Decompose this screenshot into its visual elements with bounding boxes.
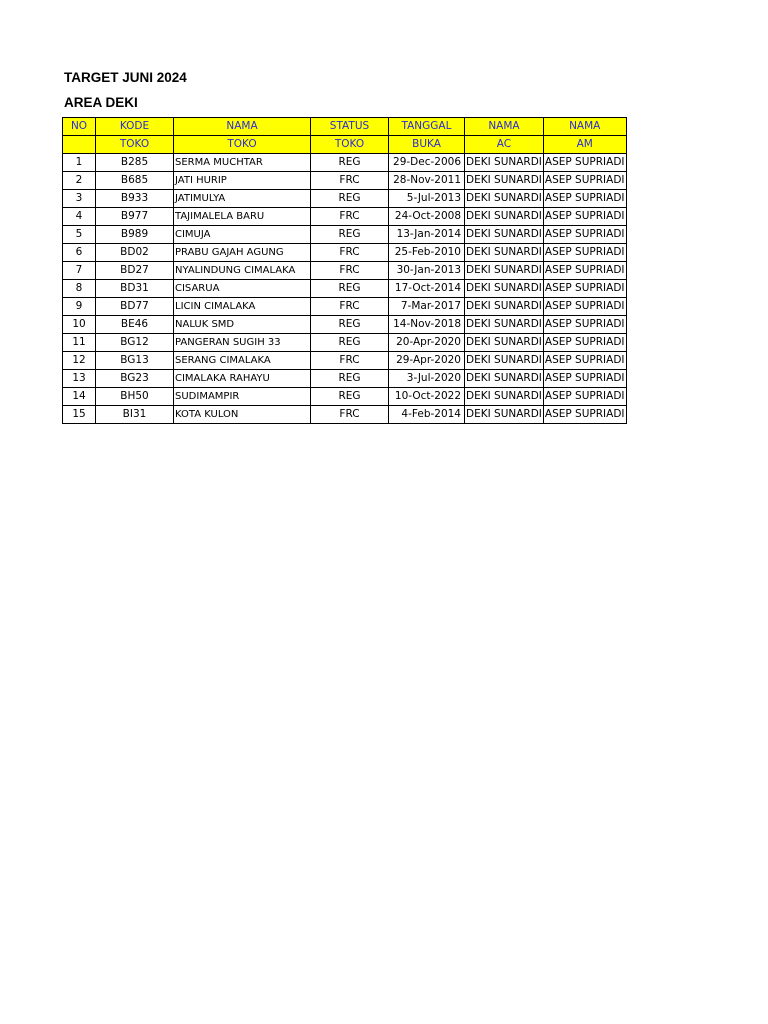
cell-kode-toko: BG13 xyxy=(96,352,174,370)
header-nama-am-sub: AM xyxy=(543,136,626,154)
cell-no: 5 xyxy=(63,226,96,244)
cell-nama-am: ASEP SUPRIADI xyxy=(543,352,626,370)
cell-tanggal-buka: 24-Oct-2008 xyxy=(389,208,465,226)
cell-nama-am: ASEP SUPRIADI xyxy=(543,334,626,352)
cell-kode-toko: BD27 xyxy=(96,262,174,280)
cell-nama-ac: DEKI SUNARDI xyxy=(465,172,544,190)
header-nama-ac: NAMA xyxy=(465,118,544,136)
header-no: NO xyxy=(63,118,96,136)
table-row xyxy=(63,244,627,262)
cell-nama-toko: KOTA KULON xyxy=(174,406,311,424)
cell-no: 3 xyxy=(63,190,96,208)
cell-nama-ac: DEKI SUNARDI xyxy=(465,226,544,244)
document-subtitle: AREA DEKI xyxy=(64,95,138,110)
table-row xyxy=(63,370,627,388)
cell-no: 13 xyxy=(63,370,96,388)
cell-nama-ac: DEKI SUNARDI xyxy=(465,316,544,334)
cell-nama-am: ASEP SUPRIADI xyxy=(543,172,626,190)
table-row xyxy=(63,406,627,424)
cell-status-toko: REG xyxy=(311,388,389,406)
table-row xyxy=(63,280,627,298)
cell-nama-am: ASEP SUPRIADI xyxy=(543,316,626,334)
header-kode: KODE xyxy=(96,118,174,136)
cell-tanggal-buka: 14-Nov-2018 xyxy=(389,316,465,334)
cell-nama-ac: DEKI SUNARDI xyxy=(465,406,544,424)
header-row-2 xyxy=(63,136,627,154)
cell-no: 8 xyxy=(63,280,96,298)
cell-nama-am: ASEP SUPRIADI xyxy=(543,388,626,406)
table-row xyxy=(63,208,627,226)
cell-status-toko: FRC xyxy=(311,352,389,370)
cell-nama-ac: DEKI SUNARDI xyxy=(465,190,544,208)
table-row xyxy=(63,262,627,280)
cell-nama-ac: DEKI SUNARDI xyxy=(465,154,544,172)
cell-no: 10 xyxy=(63,316,96,334)
cell-status-toko: REG xyxy=(311,316,389,334)
cell-status-toko: FRC xyxy=(311,298,389,316)
header-kode-sub: TOKO xyxy=(96,136,174,154)
cell-no: 2 xyxy=(63,172,96,190)
cell-no: 1 xyxy=(63,154,96,172)
cell-nama-toko: PANGERAN SUGIH 33 xyxy=(174,334,311,352)
cell-nama-ac: DEKI SUNARDI xyxy=(465,352,544,370)
cell-nama-am: ASEP SUPRIADI xyxy=(543,226,626,244)
cell-status-toko: FRC xyxy=(311,208,389,226)
cell-tanggal-buka: 4-Feb-2014 xyxy=(389,406,465,424)
header-nama-toko-sub: TOKO xyxy=(174,136,311,154)
header-row-1 xyxy=(63,118,627,136)
cell-tanggal-buka: 29-Apr-2020 xyxy=(389,352,465,370)
cell-kode-toko: B285 xyxy=(96,154,174,172)
cell-tanggal-buka: 13-Jan-2014 xyxy=(389,226,465,244)
table-row xyxy=(63,334,627,352)
store-table xyxy=(62,117,627,424)
cell-status-toko: REG xyxy=(311,280,389,298)
cell-tanggal-buka: 29-Dec-2006 xyxy=(389,154,465,172)
table-row xyxy=(63,352,627,370)
document-title: TARGET JUNI 2024 xyxy=(64,70,187,85)
cell-status-toko: REG xyxy=(311,370,389,388)
cell-nama-toko: LICIN CIMALAKA xyxy=(174,298,311,316)
cell-kode-toko: B933 xyxy=(96,190,174,208)
cell-tanggal-buka: 7-Mar-2017 xyxy=(389,298,465,316)
cell-nama-toko: JATIMULYA xyxy=(174,190,311,208)
header-tanggal-sub: BUKA xyxy=(389,136,465,154)
cell-nama-toko: SERMA MUCHTAR xyxy=(174,154,311,172)
header-status-sub: TOKO xyxy=(311,136,389,154)
cell-no: 4 xyxy=(63,208,96,226)
cell-nama-am: ASEP SUPRIADI xyxy=(543,190,626,208)
cell-nama-toko: CIMALAKA RAHAYU xyxy=(174,370,311,388)
cell-nama-toko: PRABU GAJAH AGUNG xyxy=(174,244,311,262)
header-nama-am: NAMA xyxy=(543,118,626,136)
header-no-sub xyxy=(63,136,96,154)
cell-no: 15 xyxy=(63,406,96,424)
table-body xyxy=(63,154,627,424)
table-row xyxy=(63,316,627,334)
cell-tanggal-buka: 25-Feb-2010 xyxy=(389,244,465,262)
cell-tanggal-buka: 10-Oct-2022 xyxy=(389,388,465,406)
cell-nama-ac: DEKI SUNARDI xyxy=(465,280,544,298)
cell-nama-toko: SERANG CIMALAKA xyxy=(174,352,311,370)
cell-nama-am: ASEP SUPRIADI xyxy=(543,262,626,280)
cell-tanggal-buka: 17-Oct-2014 xyxy=(389,280,465,298)
cell-tanggal-buka: 3-Jul-2020 xyxy=(389,370,465,388)
cell-kode-toko: B989 xyxy=(96,226,174,244)
cell-tanggal-buka: 20-Apr-2020 xyxy=(389,334,465,352)
cell-no: 6 xyxy=(63,244,96,262)
table-header xyxy=(63,118,627,154)
cell-nama-am: ASEP SUPRIADI xyxy=(543,298,626,316)
header-tanggal: TANGGAL xyxy=(389,118,465,136)
cell-kode-toko: BD77 xyxy=(96,298,174,316)
cell-nama-ac: DEKI SUNARDI xyxy=(465,298,544,316)
cell-status-toko: FRC xyxy=(311,244,389,262)
cell-status-toko: REG xyxy=(311,334,389,352)
cell-kode-toko: BE46 xyxy=(96,316,174,334)
cell-tanggal-buka: 28-Nov-2011 xyxy=(389,172,465,190)
cell-kode-toko: BI31 xyxy=(96,406,174,424)
cell-nama-ac: DEKI SUNARDI xyxy=(465,334,544,352)
cell-kode-toko: BG12 xyxy=(96,334,174,352)
cell-nama-am: ASEP SUPRIADI xyxy=(543,208,626,226)
cell-kode-toko: BD02 xyxy=(96,244,174,262)
cell-kode-toko: B685 xyxy=(96,172,174,190)
cell-nama-am: ASEP SUPRIADI xyxy=(543,406,626,424)
cell-nama-toko: CIMUJA xyxy=(174,226,311,244)
table-row xyxy=(63,226,627,244)
cell-no: 9 xyxy=(63,298,96,316)
cell-nama-toko: SUDIMAMPIR xyxy=(174,388,311,406)
table-row xyxy=(63,154,627,172)
table-row xyxy=(63,298,627,316)
table-row xyxy=(63,172,627,190)
cell-nama-am: ASEP SUPRIADI xyxy=(543,154,626,172)
cell-status-toko: REG xyxy=(311,226,389,244)
cell-kode-toko: BD31 xyxy=(96,280,174,298)
table-row xyxy=(63,190,627,208)
cell-kode-toko: BG23 xyxy=(96,370,174,388)
cell-nama-ac: DEKI SUNARDI xyxy=(465,262,544,280)
table-row xyxy=(63,388,627,406)
cell-tanggal-buka: 30-Jan-2013 xyxy=(389,262,465,280)
cell-no: 11 xyxy=(63,334,96,352)
cell-kode-toko: B977 xyxy=(96,208,174,226)
cell-nama-toko: JATI HURIP xyxy=(174,172,311,190)
cell-nama-ac: DEKI SUNARDI xyxy=(465,388,544,406)
cell-no: 14 xyxy=(63,388,96,406)
cell-nama-toko: NALUK SMD xyxy=(174,316,311,334)
cell-nama-am: ASEP SUPRIADI xyxy=(543,244,626,262)
header-nama-toko: NAMA xyxy=(174,118,311,136)
cell-no: 7 xyxy=(63,262,96,280)
cell-nama-ac: DEKI SUNARDI xyxy=(465,244,544,262)
cell-kode-toko: BH50 xyxy=(96,388,174,406)
cell-nama-am: ASEP SUPRIADI xyxy=(543,370,626,388)
cell-nama-toko: NYALINDUNG CIMALAKA xyxy=(174,262,311,280)
cell-nama-am: ASEP SUPRIADI xyxy=(543,280,626,298)
cell-nama-toko: CISARUA xyxy=(174,280,311,298)
cell-status-toko: REG xyxy=(311,190,389,208)
cell-no: 12 xyxy=(63,352,96,370)
cell-nama-toko: TAJIMALELA BARU xyxy=(174,208,311,226)
cell-status-toko: FRC xyxy=(311,406,389,424)
header-nama-ac-sub: AC xyxy=(465,136,544,154)
cell-nama-ac: DEKI SUNARDI xyxy=(465,370,544,388)
header-status: STATUS xyxy=(311,118,389,136)
cell-nama-ac: DEKI SUNARDI xyxy=(465,208,544,226)
cell-status-toko: REG xyxy=(311,154,389,172)
cell-status-toko: FRC xyxy=(311,262,389,280)
cell-tanggal-buka: 5-Jul-2013 xyxy=(389,190,465,208)
cell-status-toko: FRC xyxy=(311,172,389,190)
